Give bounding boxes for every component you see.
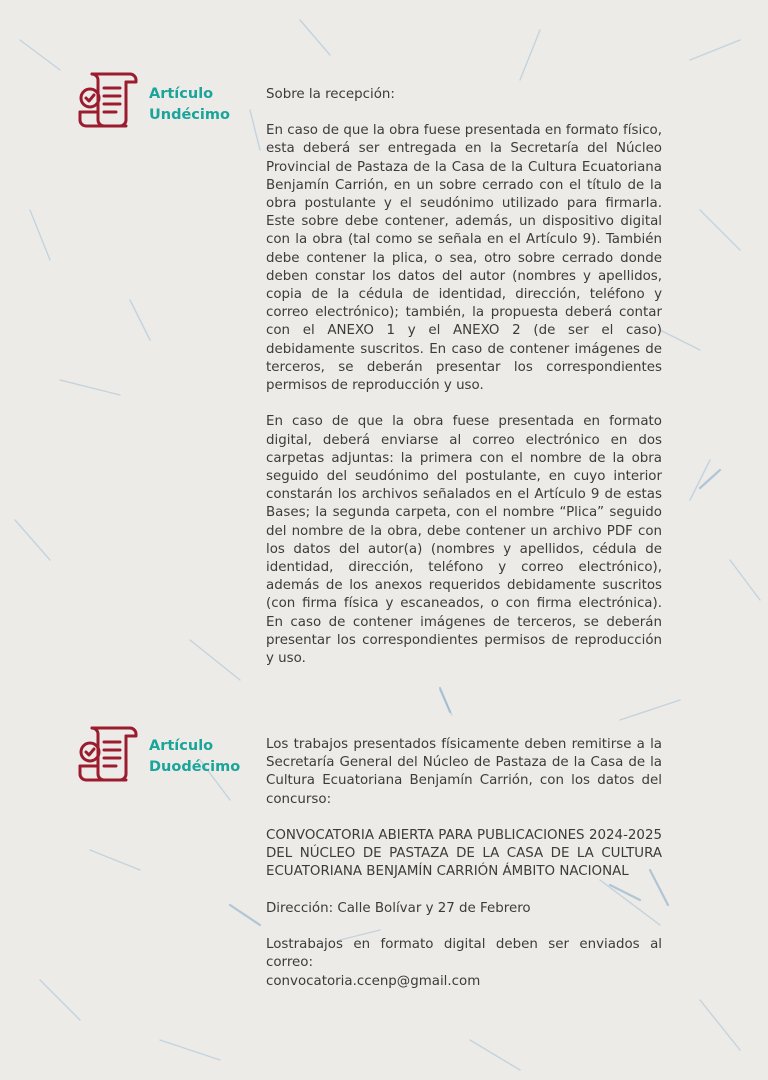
article-paragraph: En caso de que la obra fuese presentada en formato físico, esta deberá ser entregada en la Secretaría del Núcleo Provincial de Pastaza de la Casa de la Cultura Ecuatoriana Benjamín Carrión, en un sobre cerrado con el título de la obra postulante y el seudónimo utilizado para firmarla. Este sobre debe contener, además, un dispositivo digital con la obra (tal como se señala en el Artículo 9). También debe contener la plica, o sea, otro sobre cerrado donde deben constar los datos del autor (nombres y apellidos, copia de la cédula de identidad, dirección, teléfono y correo electrónico); también, la propuesta deberá contar con el ANEXO 1 y el ANEXO 2 (de ser el caso) debidamente suscritos. En caso de contener imágenes de terceros, se deberán presentar los correspondientes permisos de reproducción y uso. — [266, 123, 662, 394]
article-intro: Los trabajos presentados físicamente deben remitirse a la Secretaría General del Núcleo de Pastaza de la Casa de la Cultura Ecuatoriana Benjamín Carrión, con los datos del concurso: — [266, 737, 662, 807]
digital-note: Lostrabajos en formato digital deben ser enviados al correo: — [266, 937, 662, 971]
call-title: CONVOCATORIA ABIERTA PARA PUBLICACIONES 2024-2025 DEL NÚCLEO DE PASTAZA DE LA CASA DE LA CULTURA ECUATORIANA BENJAMÍN CARRIÓN ÁMBITO NACIONAL — [266, 828, 662, 880]
article-body — [266, 86, 662, 686]
address: Dirección: Calle Bolívar y 27 de Febrero — [266, 900, 531, 916]
contact-email: convocatoria.ccenp@gmail.com — [266, 973, 481, 989]
article-body — [266, 736, 662, 991]
article-heading-line1: Artículo — [149, 86, 214, 102]
article-heading-line2: Duodécimo — [149, 759, 241, 775]
article-heading — [149, 736, 259, 778]
article-heading-line2: Undécimo — [149, 107, 230, 123]
article-paragraph: En caso de que la obra fuese presentada en formato digital, deberá enviarse al correo electrónico en dos carpetas adjuntas: la primera con el nombre de la obra seguido del seudónimo del postulante, en cuyo interior constarán los archivos señalados en el Artículo 9 de estas Bases; la segunda carpeta, con el nombre “Plica” seguido del nombre de la obra, debe contener un archivo PDF con los datos del autor(a) (nombres y apellidos, cédula de identidad, dirección, teléfono y correo electrónico), además de los anexos requeridos debidamente suscritos (con firma física y escaneados, o con firma electrónica). En caso de contener imágenes de terceros, se deberán presentar los correspondientes permisos de reproducción y uso. — [266, 414, 662, 667]
article-heading — [149, 84, 259, 126]
scroll-document-check-icon — [78, 68, 140, 130]
article-subtitle: Sobre la recepción: — [266, 87, 395, 102]
article-heading-line1: Artículo — [149, 738, 214, 754]
scroll-document-check-icon — [78, 722, 140, 784]
